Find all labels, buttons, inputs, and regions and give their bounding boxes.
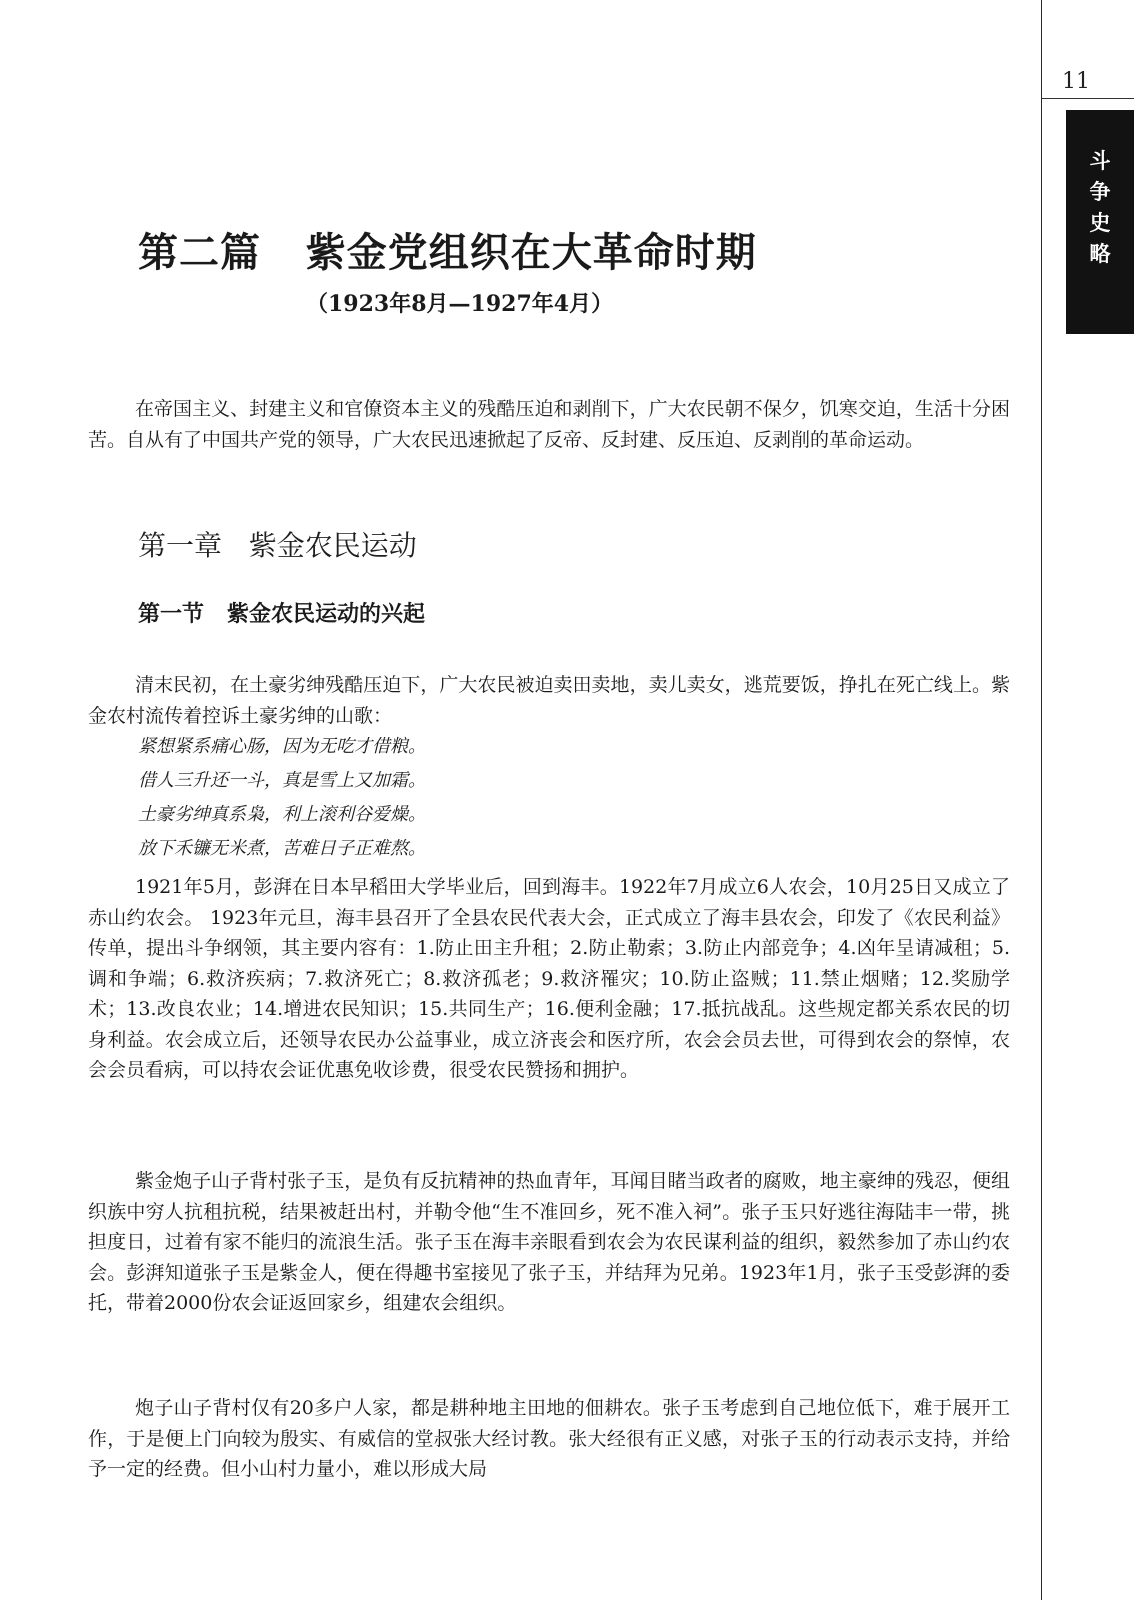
verse-line: 借人三升还一斗，真是雪上又加霜。 — [138, 770, 426, 791]
page-number-rule — [1041, 98, 1134, 99]
intro-paragraph: 在帝国主义、封建主义和官僚资本主义的残酷压迫和剥削下，广大农民朝不保夕，饥寒交迫，生活十分困苦。自从有了中国共产党的领导，广大农民迅速掀起了反帝、反封建、反压迫、反剥削的革命运动。 — [88, 398, 1010, 451]
side-tab-char: 略 — [1089, 242, 1111, 266]
paragraph-3: 紫金炮子山子背村张子玉，是负有反抗精神的热血青年，耳闻目睹当政者的腐败，地主豪绅的残忍，便组织族中穷人抗租抗税，结果被赶出村，并勒令他“生不准回乡，死不准入祠”。张子玉只好逃往海陆丰一带，挑担度日，过着有家不能归的流浪生活。张子玉在海丰亲眼看到农会为农民谋利益的组织，毅然参加了赤山约农会。彭湃知道张子玉是紫金人，便在得趣书室接见了张子玉，并结拜为兄弟。1923年1月，张子玉受彭湃的委托，带着2000份农会证返回家乡，组建农会组织。 — [88, 1170, 1010, 1314]
side-tab-char: 史 — [1089, 211, 1111, 235]
page-number: 11 — [1062, 69, 1090, 94]
paragraph-1: 清末民初，在土豪劣绅残酷压迫下，广大农民被迫卖田卖地，卖儿卖女，逃荒要饭，挣扎在死亡线上。紫金农村流传着控诉土豪劣绅的山歌： — [88, 674, 1010, 727]
verse-line: 紧想紧系痛心肠，因为无吃才借粮。 — [138, 736, 426, 757]
margin-rule — [1041, 0, 1042, 1600]
part-period: （1923年8月—1927年4月） — [306, 291, 614, 317]
side-tab-char: 争 — [1089, 180, 1111, 204]
verse-line: 放下禾镰无米煮，苦难日子正难熬。 — [138, 838, 426, 859]
side-tab — [1066, 110, 1134, 334]
verse-line: 土豪劣绅真系枭，利上滚利谷爱燥。 — [138, 804, 426, 825]
side-tab-char: 斗 — [1089, 149, 1111, 173]
section-heading: 第一节 紫金农民运动的兴起 — [138, 602, 425, 627]
paragraph-2: 1921年5月，彭湃在日本早稻田大学毕业后，回到海丰。1922年7月成立6人农会，10月25日又成立了赤山约农会。 1923年元旦，海丰县召开了全县农民代表大会，正式成立了海丰县农会，印发了《农民利益》传单，提出斗争纲领，其主要内容有：1.防止田主升租；2.防止勒索；3.防止内部竞争；4.凶年呈请减租；5.调和争端；6.救济疾病；7.救济死亡；8.救济孤老；9.救济罹灾；10.防止盗贼；11.禁止烟赌；12.奖励学术；13.改良农业；14.增进农民知识；15.共同生产；16.便利金融；17.抵抗战乱。这些规定都关系农民的切身利益。农会成立后，还领导农民办公益事业，成立济丧会和医疗所，农会会员去世，可得到农会的祭悼，农会会员看病，可以持农会证优惠免收诊费，很受农民赞扬和拥护。 — [88, 876, 1010, 1081]
part-title: 第二篇 紫金党组织在大革命时期 — [138, 229, 757, 276]
chapter-heading: 第一章 紫金农民运动 — [138, 529, 417, 562]
paragraph-4: 炮子山子背村仅有20多户人家，都是耕种地主田地的佃耕农。张子玉考虑到自己地位低下，难于展开工作，于是便上门向较为殷实、有威信的堂叔张大经讨教。张大经很有正义感，对张子玉的行动表示支持，并给予一定的经费。但小山村力量小，难以形成大局 — [88, 1397, 1010, 1480]
